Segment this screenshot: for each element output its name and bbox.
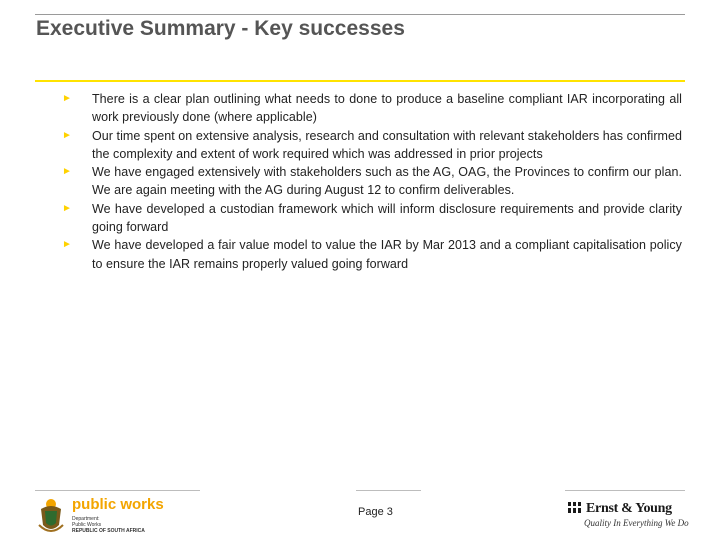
footer-divider-middle	[356, 490, 421, 491]
footer-divider-left	[35, 490, 200, 491]
bullet-list	[62, 90, 682, 273]
bullet-item	[62, 200, 682, 237]
dept-line-1: Department:	[72, 516, 100, 522]
triangle-bullet-icon: ►	[62, 239, 72, 251]
triangle-bullet-icon: ►	[62, 166, 72, 178]
page-number: Page 3	[358, 506, 393, 518]
top-divider	[35, 14, 685, 15]
public-works-logo-text: public works	[72, 496, 164, 513]
dept-line-3: REPUBLIC OF SOUTH AFRICA	[72, 528, 145, 534]
ernst-young-wordmark: Ernst & Young	[586, 501, 672, 516]
footer-divider-right	[565, 490, 685, 491]
bullet-text: Our time spent on extensive analysis, research and consultation with relevant stakeholders has confirmed the complexity and extent of work required which was addressed in prior projects	[92, 128, 682, 161]
bullet-text: There is a clear plan outlining what needs to done to produce a baseline compliant IAR incorporating all work previously done (where applicable)	[92, 92, 682, 125]
triangle-bullet-icon: ►	[62, 129, 72, 141]
bullet-text: We have developed a custodian framework which will inform disclosure requirements and provide clarity going forward	[92, 201, 682, 235]
ernst-young-tagline: Quality In Everything We Do	[584, 518, 689, 528]
dept-line-2: Public Works	[72, 522, 102, 528]
bullet-item	[62, 163, 682, 200]
bullet-item	[62, 90, 682, 127]
title-underline	[35, 80, 685, 82]
slide-title: Executive Summary - Key successes	[36, 17, 405, 40]
triangle-bullet-icon: ►	[62, 93, 72, 104]
bullet-text: We have engaged extensively with stakeholders such as the AG, OAG, the Provinces to confirm our plan. We are again meeting with the AG during August 12 to confirm deliverables.	[92, 165, 682, 198]
triangle-bullet-icon: ►	[62, 202, 72, 214]
bullet-text: We have developed a fair value model to value the IAR by Mar 2013 and a compliant capitalisation policy to ensure the IAR remains properly valued going forward	[92, 238, 682, 271]
bullet-item	[62, 236, 682, 273]
bullet-item	[62, 127, 682, 164]
